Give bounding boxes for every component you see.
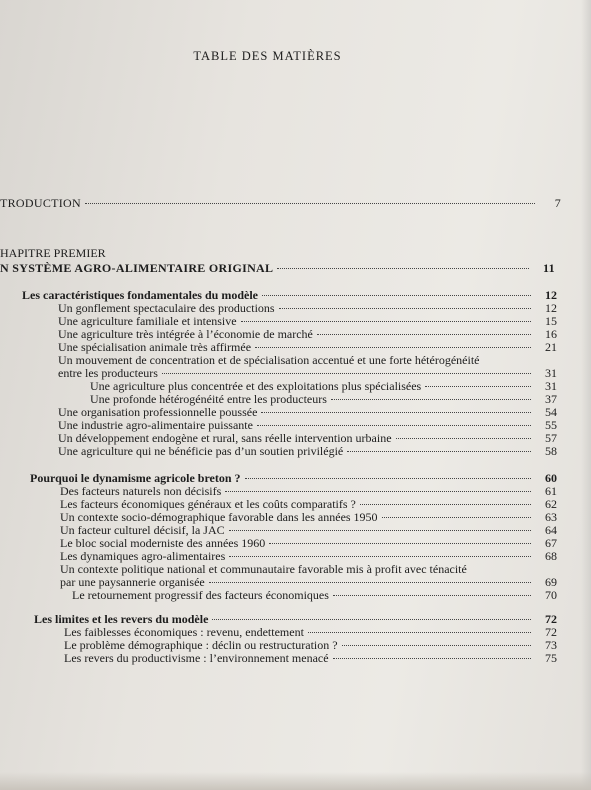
leader-dots bbox=[360, 504, 531, 505]
toc-item-label: Un gonflement spectaculaire des productions bbox=[58, 301, 275, 315]
toc-item-label: Un facteur culturel décisif, la JAC bbox=[60, 523, 225, 537]
toc-item-label: Les faiblesses économiques : revenu, endettement bbox=[64, 625, 304, 639]
toc-item bbox=[60, 510, 557, 524]
toc-item-label: Un contexte socio-démographique favorable dans les années 1950 bbox=[60, 510, 378, 524]
toc-entry-page: 58 bbox=[545, 444, 557, 458]
toc-item bbox=[58, 405, 557, 419]
leader-dots bbox=[382, 517, 531, 518]
toc-entry-page: 63 bbox=[545, 510, 557, 524]
toc-entry-page: 73 bbox=[545, 638, 557, 652]
toc-entry-label: TRODUCTION bbox=[0, 196, 81, 210]
toc-item-label: Une agriculture plus concentrée et des exploitations plus spécialisées bbox=[90, 379, 422, 393]
toc-item-label: Le retournement progressif des facteurs économiques bbox=[72, 588, 329, 602]
leader-dots bbox=[279, 308, 531, 309]
toc-entry-introduction bbox=[0, 196, 561, 210]
leader-dots bbox=[396, 438, 531, 439]
leader-dots bbox=[229, 556, 531, 557]
toc-item bbox=[58, 431, 557, 445]
leader-dots bbox=[333, 658, 531, 659]
toc-item bbox=[60, 575, 557, 589]
leader-dots bbox=[262, 295, 531, 296]
toc-entry-page: 11 bbox=[543, 261, 555, 275]
leader-dots bbox=[342, 645, 531, 646]
toc-item-label: Les dynamiques agro-alimentaires bbox=[60, 549, 226, 563]
toc-item-label: Une spécialisation animale très affirmée bbox=[58, 340, 252, 354]
toc-item bbox=[58, 301, 557, 315]
toc-section bbox=[30, 471, 557, 485]
toc-item-label-line1: Un contexte politique national et communautaire favorable mis à profit avec ténacité bbox=[60, 562, 467, 576]
toc-item bbox=[58, 444, 557, 458]
toc-item bbox=[60, 523, 557, 537]
toc-section-label: Les caractéristiques fondamentales du modèle bbox=[22, 288, 258, 302]
toc-entry-page: 72 bbox=[545, 625, 557, 639]
page-bottom-edge bbox=[0, 772, 591, 790]
toc-entry-page: 12 bbox=[545, 301, 557, 315]
toc-entry-page: 75 bbox=[545, 651, 557, 665]
leader-dots bbox=[425, 386, 531, 387]
toc-item-label: Les revers du productivisme : l’environnement menacé bbox=[64, 651, 329, 665]
toc-section-label: Les limites et les revers du modèle bbox=[34, 612, 209, 626]
toc-item bbox=[58, 314, 557, 328]
toc-item-label: Les facteurs économiques généraux et les coûts comparatifs ? bbox=[60, 497, 356, 511]
toc-item bbox=[60, 536, 557, 550]
toc-entry-page: 69 bbox=[545, 575, 557, 589]
toc-item bbox=[58, 418, 557, 432]
toc-section-label: Pourquoi le dynamisme agricole breton ? bbox=[30, 471, 241, 485]
leader-dots bbox=[269, 543, 531, 544]
toc-item bbox=[64, 625, 557, 639]
toc-item-label: entre les producteurs bbox=[58, 366, 158, 380]
leader-dots bbox=[333, 595, 531, 596]
toc-section bbox=[22, 288, 557, 302]
leader-dots bbox=[257, 425, 531, 426]
toc-item-label: Une agriculture familiale et intensive bbox=[58, 314, 237, 328]
toc-item-label: Le bloc social moderniste des années 1960 bbox=[60, 536, 266, 550]
toc-item-label: Une agriculture qui ne bénéficie pas d’un soutien privilégié bbox=[58, 444, 344, 458]
toc-item-label: par une paysannerie organisée bbox=[60, 575, 205, 589]
toc-item bbox=[72, 588, 557, 602]
leader-dots bbox=[347, 451, 531, 452]
toc-entry-page: 55 bbox=[545, 418, 557, 432]
toc-entry-page: 7 bbox=[554, 196, 561, 210]
toc-entry-page: 61 bbox=[545, 484, 557, 498]
page-edge-shadow bbox=[581, 0, 591, 790]
toc-item-label: Un développement endogène et rural, sans réelle intervention urbaine bbox=[58, 431, 392, 445]
toc-item bbox=[60, 484, 557, 498]
leader-dots bbox=[331, 399, 531, 400]
toc-item bbox=[60, 549, 557, 563]
toc-entry-page: 60 bbox=[545, 471, 557, 485]
toc-item bbox=[58, 340, 557, 354]
toc-subitem bbox=[90, 379, 557, 393]
leader-dots bbox=[209, 582, 531, 583]
toc-item bbox=[60, 497, 557, 511]
toc-entry-page: 68 bbox=[545, 549, 557, 563]
toc-item bbox=[64, 651, 557, 665]
toc-entry-page: 72 bbox=[545, 612, 557, 626]
leader-dots bbox=[317, 334, 531, 335]
toc-entry-page: 70 bbox=[545, 588, 557, 602]
toc-item-label: Une agriculture très intégrée à l’économie de marché bbox=[58, 327, 313, 341]
toc-entry-page: 54 bbox=[545, 405, 557, 419]
toc-item-label: Le problème démographique : déclin ou restructuration ? bbox=[64, 638, 338, 652]
toc-item-label-line1: Un mouvement de concentration et de spécialisation accentué et une forte hétérogénéité bbox=[58, 353, 480, 367]
leader-dots bbox=[255, 347, 531, 348]
leader-dots bbox=[261, 412, 531, 413]
toc-entry-page: 57 bbox=[545, 431, 557, 445]
toc-item-label: Une profonde hétérogénéité entre les producteurs bbox=[90, 392, 327, 406]
toc-entry-page: 31 bbox=[545, 379, 557, 393]
toc-item bbox=[58, 327, 557, 341]
toc-entry-page: 16 bbox=[545, 327, 557, 341]
leader-dots bbox=[308, 632, 531, 633]
leader-dots bbox=[85, 203, 535, 204]
leader-dots bbox=[241, 321, 531, 322]
toc-item bbox=[58, 366, 557, 380]
toc-entry-page: 67 bbox=[545, 536, 557, 550]
page-title: TABLE DES MATIÈRES bbox=[193, 49, 342, 63]
toc-entry-page: 62 bbox=[545, 497, 557, 511]
leader-dots bbox=[212, 619, 531, 620]
leader-dots bbox=[229, 530, 531, 531]
toc-entry-page: 12 bbox=[545, 288, 557, 302]
toc-item-label: Une organisation professionnelle poussée bbox=[58, 405, 258, 419]
leader-dots bbox=[245, 478, 531, 479]
chapter-number: HAPITRE PREMIER bbox=[0, 246, 106, 260]
toc-item-label: Des facteurs naturels non décisifs bbox=[60, 484, 222, 498]
toc-entry-page: 21 bbox=[545, 340, 557, 354]
toc-item bbox=[64, 638, 557, 652]
leader-dots bbox=[225, 491, 531, 492]
toc-entry-page: 15 bbox=[545, 314, 557, 328]
toc-section bbox=[34, 612, 557, 626]
leader-dots bbox=[162, 373, 531, 374]
toc-item-label: Une industrie agro-alimentaire puissante bbox=[58, 418, 253, 432]
toc-entry-chapter bbox=[0, 261, 555, 275]
chapter-title: N SYSTÈME AGRO-ALIMENTAIRE ORIGINAL bbox=[0, 261, 274, 275]
toc-entry-page: 37 bbox=[545, 392, 557, 406]
leader-dots bbox=[277, 268, 529, 269]
toc-entry-page: 31 bbox=[545, 366, 557, 380]
toc-subitem bbox=[90, 392, 557, 406]
toc-entry-page: 64 bbox=[545, 523, 557, 537]
